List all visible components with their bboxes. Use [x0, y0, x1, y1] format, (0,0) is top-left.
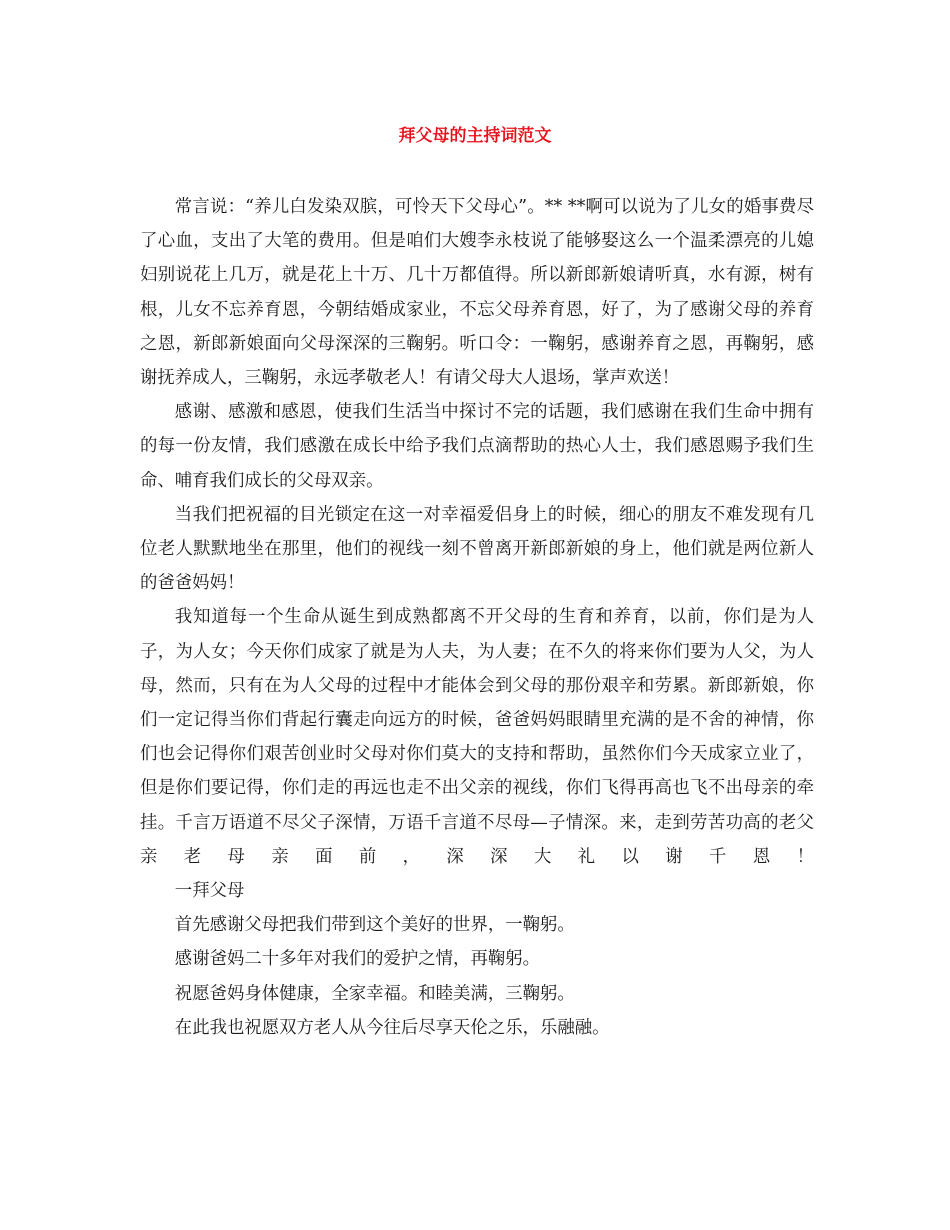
paragraph-7: 祝愿爸妈身体健康，全家幸福。和睦美满，三鞠躬。: [174, 983, 575, 1004]
section-heading-bai-fumu: 一拜父母: [174, 881, 245, 902]
paragraph-3: 当我们把祝福的目光锁定在这一对幸福爱侣身上的时候，细心的朋友不难发现有几位老人默默地坐在那里，他们的视线一刻不曾离开新郎新娘的身上，他们就是两位新人的爸爸妈妈！: [140, 504, 814, 594]
paragraph-8: 在此我也祝愿双方老人从今往后尽享天伦之乐，乐融融。: [174, 1017, 610, 1038]
paragraph-2: 感谢、感激和感恩，使我们生活当中探讨不完的话题，我们感谢在我们生命中拥有的每一份友情，我们感激在成长中给予我们点滴帮助的热心人士，我们感恩赐予我们生命、哺育我们成长的父母双亲。: [140, 402, 814, 491]
document-body: [140, 190, 814, 1045]
paragraph-6: 感谢爸妈二十多年对我们的爱护之情，再鞠躬。: [174, 949, 541, 970]
paragraph-1: 常言说：“养儿白发染双膑，可怜天下父母心”。** **啊可以说为了儿女的婚事费尽了心血，支出了大笔的费用。但是咱们大嫂李永枝说了能够娶这么一个温柔漂亮的儿媳妇别说花上几万，就是花上十万、几十万都值得。所以新郎新娘请听真，水有源，树有根，儿女不忘养育恩，今朝结婚成家业，不忘父母养育恩，好了，为了感谢父母的养育之恩，新郎新娘面向父母深深的三鞠躬。听口令：一鞠躬，感谢养育之恩，再鞠躬，感谢抚养成人，三鞠躬，永远孝敬老人！有请父母大人退场，掌声欢送！: [140, 197, 814, 389]
paragraph-5: 首先感谢父母把我们带到这个美好的世界，一鞠躬。: [174, 915, 575, 936]
paragraph-4: 我知道每一个生命从诞生到成熟都离不开父母的生育和养育，以前，你们是为人子，为人女；今天你们成家了就是为人夫，为人妻；在不久的将来你们要为人父，为人母，然而，只有在为人父母的过程中才能体会到父母的那份艰辛和劳累。新郎新娘，你们一定记得当你们背起行囊走向远方的时候，爸爸妈妈眼睛里充满的是不舍的神情，你们也会记得你们艰苦创业时父母对你们莫大的支持和帮助，虽然你们今天成家立业了，但是你们要记得，你们走的再远也走不出父亲的视线，你们飞得再高也飞不出母亲的牵挂。千言万语道不尽父子深情，万语千言道不尽母—子情深。来，走到劳苦功高的老父亲老母亲面前，深深大礼以谢千恩！: [140, 607, 814, 867]
document-title: 拜父母的主持词范文: [398, 126, 552, 146]
